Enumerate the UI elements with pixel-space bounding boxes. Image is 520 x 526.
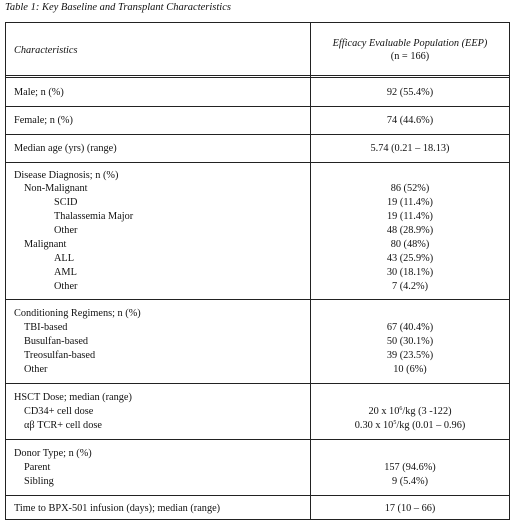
row-all-label: ALL <box>54 253 75 264</box>
row-conditioning-label: Conditioning Regimens; n (%) <box>14 308 141 319</box>
row-aml-value: 30 (18.1%) <box>386 267 434 278</box>
header-n: (n = 166) <box>390 51 430 62</box>
row-infusion-label: Time to BPX-501 infusion (days); median (range) <box>14 503 221 514</box>
row-tbi-label: TBI-based <box>24 322 68 333</box>
row-treosulfan-value: 39 (23.5%) <box>386 350 434 361</box>
row-other-nm-value: 48 (28.9%) <box>386 225 434 236</box>
row-cd34-label: CD34+ cell dose <box>24 406 94 417</box>
header-divider <box>6 75 509 81</box>
row-donor-label: Donor Type; n (%) <box>14 448 92 459</box>
row-male-label: Male; n (%) <box>14 87 64 98</box>
row-disease-label: Disease Diagnosis; n (%) <box>14 170 119 181</box>
row-non-malignant-label: Non-Malignant <box>24 183 88 194</box>
row-other-nm-label: Other <box>54 225 78 236</box>
row-tcr-label: αβ TCR+ cell dose <box>24 420 102 431</box>
table-caption: Table 1: Key Baseline and Transplant Characteristics <box>5 2 231 13</box>
row-sibling-label: Sibling <box>24 476 54 487</box>
row-female-value: 74 (44.6%) <box>386 115 434 126</box>
row-parent-label: Parent <box>24 462 51 473</box>
row-divider <box>6 106 509 107</box>
row-infusion-value: 17 (10 – 66) <box>384 503 436 514</box>
row-busulfan-label: Busulfan-based <box>24 336 89 347</box>
row-other-m-value: 7 (4.2%) <box>391 281 429 292</box>
row-hsct-label: HSCT Dose; median (range) <box>14 392 132 403</box>
row-divider <box>6 383 509 384</box>
row-divider <box>6 162 509 163</box>
row-tbi-value: 67 (40.4%) <box>386 322 434 333</box>
row-divider <box>6 495 509 496</box>
row-divider <box>6 439 509 440</box>
header-characteristics: Characteristics <box>14 45 78 56</box>
row-non-malignant-value: 86 (52%) <box>390 183 430 194</box>
header-population: Efficacy Evaluable Population (EEP) <box>332 38 488 49</box>
row-scid-value: 19 (11.4%) <box>387 197 433 208</box>
row-female-label: Female; n (%) <box>14 115 73 126</box>
row-parent-value: 157 (94.6%) <box>384 462 436 473</box>
row-cd34-value: 20 x $10^6/kg$ (3 -122) <box>368 406 452 417</box>
row-thal-value: 19 (11.4%) <box>387 211 433 222</box>
row-thal-label: Thalassemia Major <box>54 211 134 222</box>
row-busulfan-value: 50 (30.1%) <box>386 336 434 347</box>
row-cond-other-value: 10 (6%) <box>393 364 427 375</box>
row-age-value: 5.74 (0.21 – 18.13) <box>370 143 450 154</box>
row-tcr-value: 0.30 x $10^5/kg$ (0.01 – 0.96) <box>354 420 466 431</box>
row-sibling-value: 9 (5.4%) <box>391 476 429 487</box>
row-divider <box>6 134 509 135</box>
row-male-value: 92 (55.4%) <box>386 87 434 98</box>
row-malignant-label: Malignant <box>24 239 67 250</box>
row-age-label: Median age (yrs) (range) <box>14 143 117 154</box>
row-cond-other-label: Other <box>24 364 48 375</box>
row-malignant-value: 80 (48%) <box>390 239 430 250</box>
row-scid-label: SCID <box>54 197 78 208</box>
row-treosulfan-label: Treosulfan-based <box>24 350 96 361</box>
row-other-m-label: Other <box>54 281 78 292</box>
row-aml-label: AML <box>54 267 77 278</box>
row-divider <box>6 299 509 300</box>
characteristics-table <box>5 22 510 520</box>
row-all-value: 43 (25.9%) <box>386 253 434 264</box>
